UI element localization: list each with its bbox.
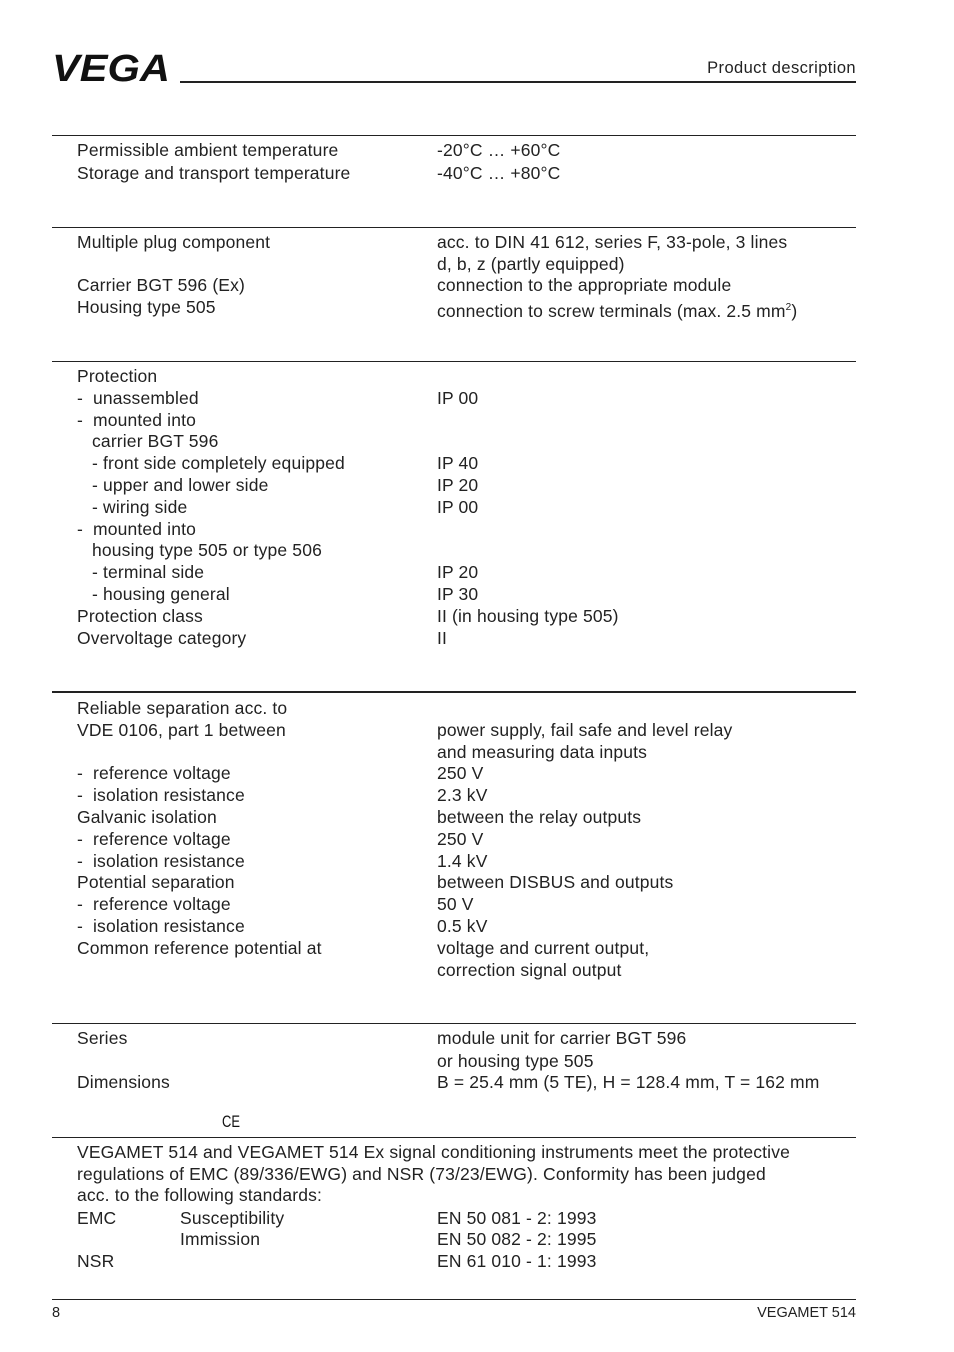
- row-label: - front side completely equipped: [77, 453, 345, 474]
- row-value: between DISBUS and outputs: [437, 872, 674, 893]
- row-label: - reference voltage: [77, 763, 231, 784]
- ce-mark-icon: [222, 1111, 240, 1130]
- row-label: Protection: [77, 366, 158, 386]
- row-label: Series: [77, 1028, 128, 1048]
- row-value: II (in housing type 505): [437, 605, 619, 626]
- standard-category: EMC: [77, 1208, 117, 1228]
- row-label: - wiring side: [77, 496, 188, 517]
- divider: [52, 691, 856, 693]
- standard-type: Susceptibility: [180, 1208, 285, 1228]
- divider: [52, 227, 856, 228]
- header-rule: [180, 81, 856, 83]
- row-value: or housing type 505: [437, 1051, 594, 1071]
- row-label: carrier BGT 596: [77, 431, 219, 452]
- row-label: - upper and lower side: [77, 475, 269, 495]
- row-value: module unit for carrier BGT 596: [437, 1028, 687, 1048]
- terminal-size-text: connection to screw terminals (max. 2.5 mm: [437, 300, 786, 321]
- row-value: IP 40: [437, 453, 479, 474]
- row-label: Reliable separation acc. to: [77, 698, 288, 718]
- standard-value: EN 50 081 - 2: 1993: [437, 1208, 597, 1228]
- row-label: - unassembled: [77, 387, 199, 408]
- row-label: VDE 0106, part 1 between: [77, 719, 286, 740]
- svg-text:CE: CE: [222, 1112, 240, 1131]
- row-value: IP 20: [437, 475, 479, 495]
- row-label: - reference voltage: [77, 894, 231, 915]
- row-value: 2.3 kV: [437, 785, 488, 806]
- row-value: IP 20: [437, 562, 479, 583]
- row-label: - isolation resistance: [77, 916, 245, 936]
- row-value: 250 V: [437, 828, 484, 849]
- row-label: - reference voltage: [77, 828, 231, 849]
- standard-type: Immission: [180, 1229, 261, 1249]
- row-value: IP 30: [437, 584, 479, 604]
- row-value: power supply, fail safe and level relay: [437, 719, 733, 740]
- divider: [52, 135, 856, 136]
- row-label: Common reference potential at: [77, 937, 322, 958]
- divider: [52, 361, 856, 362]
- divider: [52, 1023, 856, 1024]
- conformity-line: VEGAMET 514 and VEGAMET 514 Ex signal conditioning instruments meet the protective: [77, 1142, 790, 1162]
- standard-value: EN 61 010 - 1: 1993: [437, 1251, 597, 1271]
- row-label: Permissible ambient temperature: [77, 140, 339, 160]
- row-value: and measuring data inputs: [437, 741, 647, 762]
- row-label: housing type 505 or type 506: [77, 540, 322, 561]
- row-label: Galvanic isolation: [77, 807, 217, 827]
- row-value: voltage and current output,: [437, 937, 650, 958]
- row-label: Overvoltage category: [77, 627, 247, 648]
- standard-value: EN 50 082 - 2: 1995: [437, 1229, 597, 1249]
- page-number: 8: [52, 1305, 61, 1321]
- row-value: 0.5 kV: [437, 916, 488, 936]
- row-value: 50 V: [437, 894, 474, 915]
- row-label: Multiple plug component: [77, 232, 271, 252]
- row-label: - housing general: [77, 584, 230, 604]
- row-value: IP 00: [437, 387, 479, 408]
- footer-rule: [52, 1299, 856, 1300]
- row-value: correction signal output: [437, 959, 622, 980]
- row-value: 1.4 kV: [437, 850, 488, 871]
- row-value: [437, 297, 797, 323]
- row-label: Potential separation: [77, 872, 235, 893]
- close-paren: ): [791, 300, 798, 321]
- row-label: - mounted into: [77, 409, 196, 430]
- row-label: Protection class: [77, 605, 203, 626]
- row-value: IP 00: [437, 496, 479, 517]
- row-value: acc. to DIN 41 612, series F, 33-pole, 3 lines: [437, 232, 788, 252]
- conformity-line: regulations of EMC (89/336/EWG) and NSR (73/23/EWG). Conformity has been judged: [77, 1164, 766, 1184]
- row-label: - isolation resistance: [77, 785, 245, 806]
- row-value: -40°C … +80°C: [437, 163, 561, 183]
- row-label: Dimensions: [77, 1072, 170, 1092]
- row-value: B = 25.4 mm (5 TE), H = 128.4 mm, T = 162 mm: [437, 1072, 820, 1092]
- section-title: Product description: [707, 59, 856, 77]
- row-label: Carrier BGT 596 (Ex): [77, 275, 245, 295]
- row-value: 250 V: [437, 763, 484, 784]
- superscript: 2: [785, 302, 792, 313]
- row-value: connection to the appropriate module: [437, 275, 732, 295]
- row-label: - isolation resistance: [77, 850, 245, 871]
- row-value: d, b, z (partly equipped): [437, 254, 625, 274]
- row-label: Storage and transport temperature: [77, 163, 351, 183]
- vega-logo: [52, 48, 172, 90]
- row-value: between the relay outputs: [437, 807, 642, 827]
- row-label: - mounted into: [77, 518, 196, 539]
- row-value: II: [437, 627, 448, 648]
- footer-product: VEGAMET 514: [757, 1305, 856, 1321]
- standard-category: NSR: [77, 1251, 115, 1271]
- row-label: - terminal side: [77, 562, 205, 583]
- row-value: -20°C … +60°C: [437, 140, 561, 160]
- divider: [52, 1137, 856, 1138]
- row-label: Housing type 505: [77, 297, 216, 317]
- conformity-line: acc. to the following standards:: [77, 1185, 323, 1205]
- svg-text:VEGA: VEGA: [52, 48, 170, 90]
